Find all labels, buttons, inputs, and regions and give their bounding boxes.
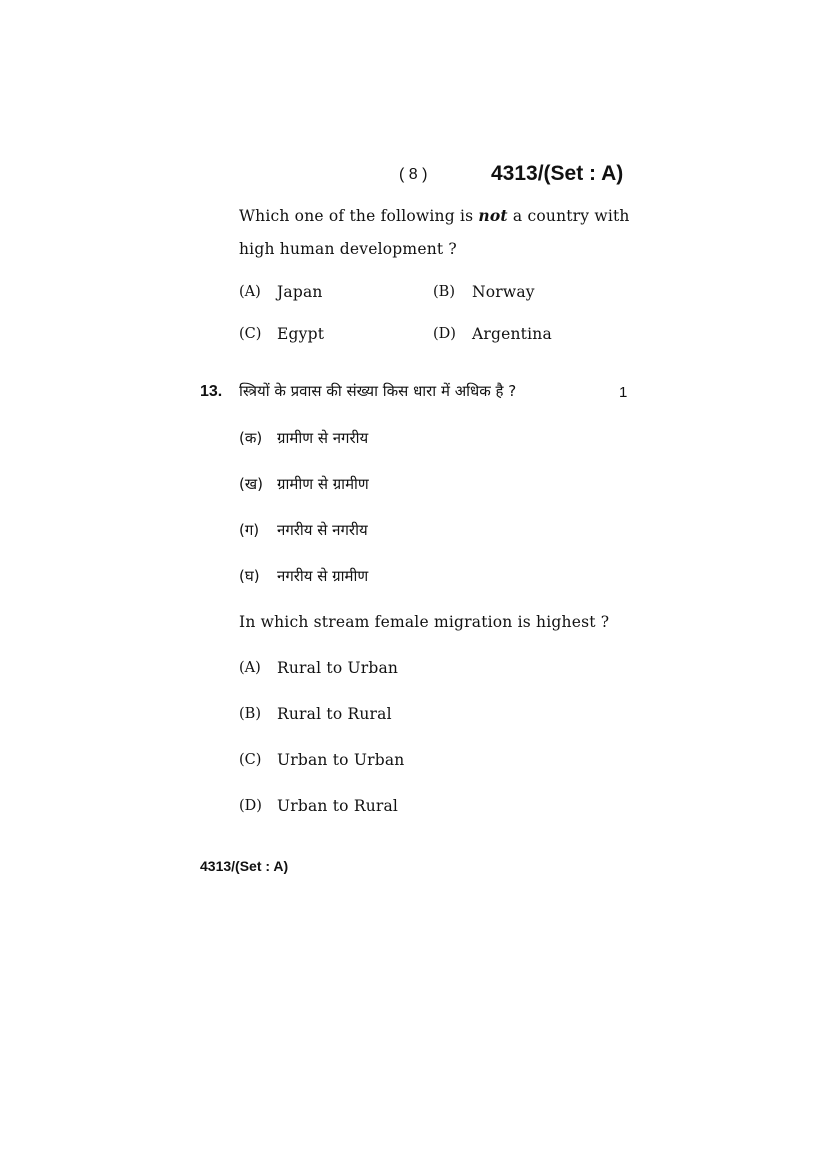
english-option-b-label: (B) [239, 706, 261, 722]
prev-question-emphasis: not [478, 206, 508, 225]
hindi-option-kha-text: ग्रामीण से ग्रामीण [277, 475, 369, 493]
prev-question-text-after: a country with [507, 207, 630, 225]
hindi-option-gha-text: नगरीय से ग्रामीण [277, 567, 369, 585]
hindi-option-kha-label: (ख) [239, 475, 263, 493]
hindi-option-ka-text: ग्रामीण से नगरीय [277, 429, 369, 447]
prev-question-line1 [239, 206, 630, 225]
prev-question-line2: high human development ? [239, 240, 457, 258]
english-option-b-text: Rural to Rural [277, 705, 392, 723]
english-option-c-text: Urban to Urban [277, 751, 405, 769]
prev-option-c-text: Egypt [277, 325, 325, 343]
prev-question-text-before: Which one of the following is [239, 207, 479, 225]
prev-option-d-text: Argentina [472, 325, 552, 343]
prev-option-b-text: Norway [472, 283, 535, 301]
english-option-d-label: (D) [239, 798, 262, 814]
hindi-option-ga-label: (ग) [239, 521, 260, 539]
english-option-c-label: (C) [239, 752, 262, 768]
question-number: 13. [200, 383, 223, 400]
question-english-text: In which stream female migration is highest ? [239, 613, 610, 631]
prev-option-c-label: (C) [239, 326, 262, 342]
hindi-option-ka-label: (क) [239, 429, 263, 447]
hindi-option-ga-text: नगरीय से नगरीय [277, 521, 368, 539]
paper-code-header: 4313/(Set : A) [491, 162, 624, 185]
page-number: ( 8 ) [399, 166, 428, 183]
english-option-a-label: (A) [239, 660, 261, 676]
prev-option-b-label: (B) [433, 284, 455, 300]
english-option-a-text: Rural to Urban [277, 659, 399, 677]
prev-option-a-text: Japan [277, 283, 323, 301]
prev-option-a-label: (A) [239, 284, 261, 300]
prev-option-d-label: (D) [433, 326, 456, 342]
question-hindi-text: स्त्रियों के प्रवास की संख्या किस धारा में अधिक है ? [239, 382, 517, 400]
paper-code-footer: 4313/(Set : A) [200, 858, 289, 874]
english-option-d-text: Urban to Rural [277, 797, 399, 815]
question-marks: 1 [619, 384, 628, 401]
hindi-option-gha-label: (घ) [239, 567, 260, 585]
